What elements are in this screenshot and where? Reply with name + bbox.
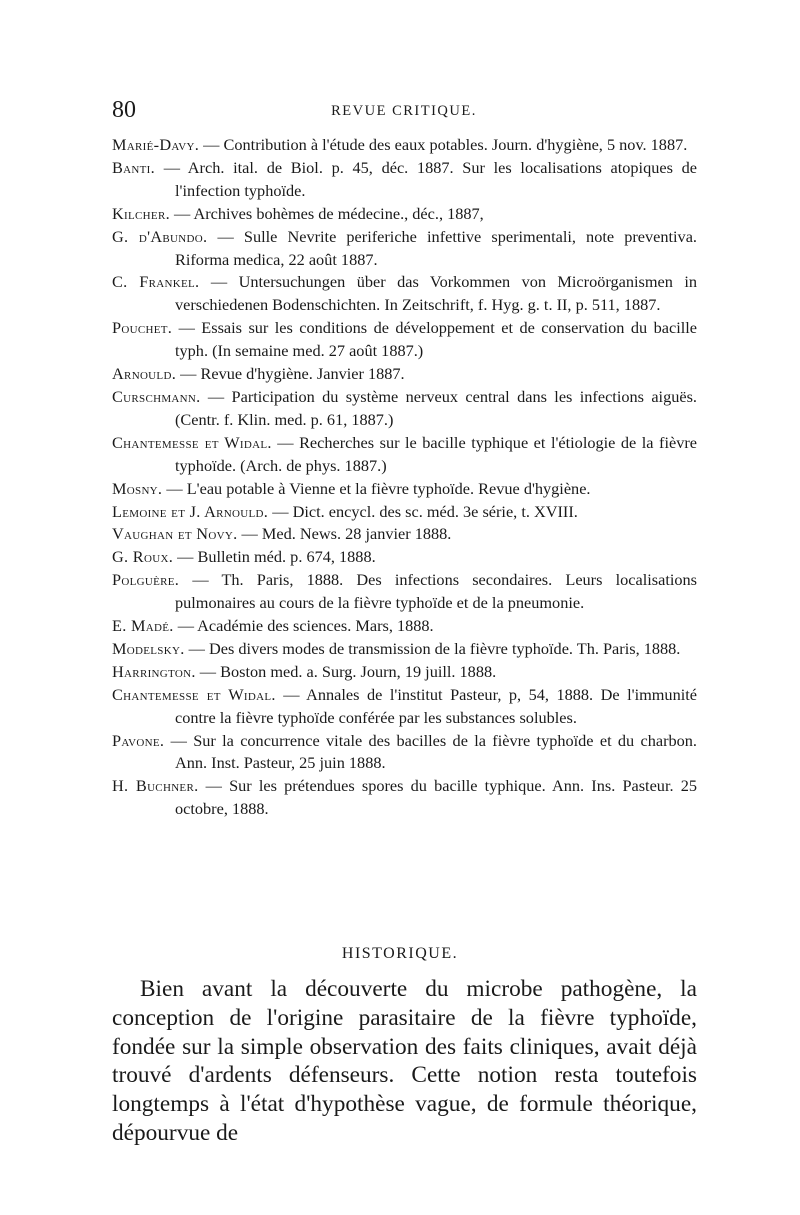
entry-text: — Arch. ital. de Biol. p. 45, déc. 1887. Sur les localisations atopiques de l'infection typhoïde. (155, 157, 697, 200)
entry-text: — Revue d'hygiène. Janvier 1887. (176, 364, 405, 384)
entry-text: — Med. News. 28 janvier 1888. (237, 524, 452, 544)
bibliography-list (112, 134, 697, 821)
bibliography-entry (112, 271, 697, 317)
entry-text: — Académie des sciences. Mars, 1888. (173, 616, 434, 636)
bibliography-entry (112, 523, 697, 546)
entry-text: — Participation du système nerveux central dans les infections aiguës. (Centr. f. Klin. med. p. 61, 1887.) (175, 386, 697, 429)
bibliography-entry (112, 226, 697, 272)
bibliography-entry (112, 317, 697, 363)
entry-author: Vaughan et Novy. (112, 524, 238, 544)
entry-text: — Recherches sur le bacille typhique et l'étiologie de la fièvre typhoïde. (Arch. de phys. 1887.) (175, 432, 697, 475)
bibliography-entry (112, 638, 697, 661)
bibliography-entry (112, 386, 697, 432)
entry-author: E. Madé. (112, 616, 174, 636)
entry-author: G. d'Abundo. (112, 226, 208, 246)
bibliography-entry (112, 615, 697, 638)
entry-text: — Essais sur les conditions de développement et de conservation du bacille typh. (In semaine med. 27 août 1887.) (172, 318, 697, 361)
bibliography-entry (112, 730, 697, 776)
section-heading: HISTORIQUE. (341, 945, 459, 962)
entry-author: C. Frankel. (112, 272, 200, 292)
bibliography-entry (112, 501, 697, 524)
bibliography-entry (112, 478, 697, 501)
entry-author: Chantemesse et Widal. (112, 432, 272, 452)
entry-text: — Bulletin méd. p. 674, 1888. (173, 547, 376, 567)
entry-author: Lemoine et J. Arnould. (112, 501, 269, 521)
entry-author: Curschmann. (112, 386, 201, 406)
bibliography-entry (112, 134, 697, 157)
bibliography-entry (112, 775, 697, 821)
bibliography-entry (112, 661, 697, 684)
entry-text: — Contribution à l'étude des eaux potables. Journ. d'hygiène, 5 nov. 1887. (199, 135, 688, 154)
body-paragraph: Bien avant la découverte du microbe pathogène, la conception de l'origine parasitaire de la fièvre typhoïde, fondée sur la simple observation des faits cliniques, avait déjà trouvé d'ardents défenseurs. Cette notion resta toutefois longtemps à l'état d'hypothèse vague, de formule théorique, dépourvue de (112, 976, 697, 1146)
entry-text: — Annales de l'institut Pasteur, p, 54, 1888. De l'immunité contre la fièvre typhoïde conférée par les substances solubles. (175, 684, 697, 727)
entry-text: — Archives bohèmes de médecine., déc., 1887, (169, 203, 484, 223)
entry-author: Harrington. (112, 661, 196, 681)
entry-author: Mosny. (112, 478, 163, 498)
entry-text: — Dict. encycl. des sc. méd. 3e série, t. XVIII. (268, 501, 578, 521)
bibliography-entry (112, 203, 697, 226)
bibliography-entry (112, 546, 697, 569)
entry-author: Arnould. (112, 364, 177, 384)
running-header (112, 96, 696, 126)
bibliography-entry (112, 684, 697, 730)
bibliography-entry (112, 569, 697, 615)
entry-author: Chantemesse et Widal. (112, 684, 276, 704)
entry-text: — Sulle Nevrite periferiche infettive sperimentali, note preventiva. Riforma medica, 22 août 1887. (175, 226, 697, 269)
running-title: REVUE CRITIQUE. (331, 103, 477, 119)
entry-text: — Sur les prétendues spores du bacille typhique. Ann. Ins. Pasteur. 25 octobre, 1888. (175, 776, 697, 819)
entry-text: — Sur la concurrence vitale des bacilles de la fièvre typhoïde et du charbon. Ann. Inst. Pasteur, 25 juin 1888. (164, 730, 697, 773)
entry-text: — Th. Paris, 1888. Des infections secondaires. Leurs localisations pulmonaires au cours de la fièvre typhoïde et de la pneumonie. (175, 570, 697, 613)
page-number: 80 (112, 97, 136, 123)
bibliography-entry (112, 363, 697, 386)
bibliography-entry (112, 157, 697, 203)
entry-text: — Boston med. a. Surg. Journ, 19 juill. 1888. (195, 661, 497, 681)
entry-author: G. Roux. (112, 547, 174, 567)
entry-text: — Des divers modes de transmission de la fièvre typhoïde. Th. Paris, 1888. (184, 638, 681, 658)
entry-text: — Untersuchungen über das Vorkommen von Microörganismen in verschiedenen Bodenschichten. In Zeitschrift, f. Hyg. g. t. II, p. 511, 1887. (175, 272, 697, 315)
entry-author: H. Buchner. (112, 776, 199, 796)
bibliography-entry (112, 432, 697, 478)
entry-author: Banti. (112, 157, 155, 177)
entry-author: Marié-Davy. (112, 135, 200, 154)
entry-author: Polguère. (112, 570, 180, 590)
entry-author: Kilcher. (112, 203, 170, 223)
entry-author: Modelsky. (112, 638, 185, 658)
entry-text: — L'eau potable à Vienne et la fièvre typhoïde. Revue d'hygiène. (162, 478, 591, 498)
entry-author: Pavone. (112, 730, 165, 750)
entry-author: Pouchet. (112, 318, 173, 338)
